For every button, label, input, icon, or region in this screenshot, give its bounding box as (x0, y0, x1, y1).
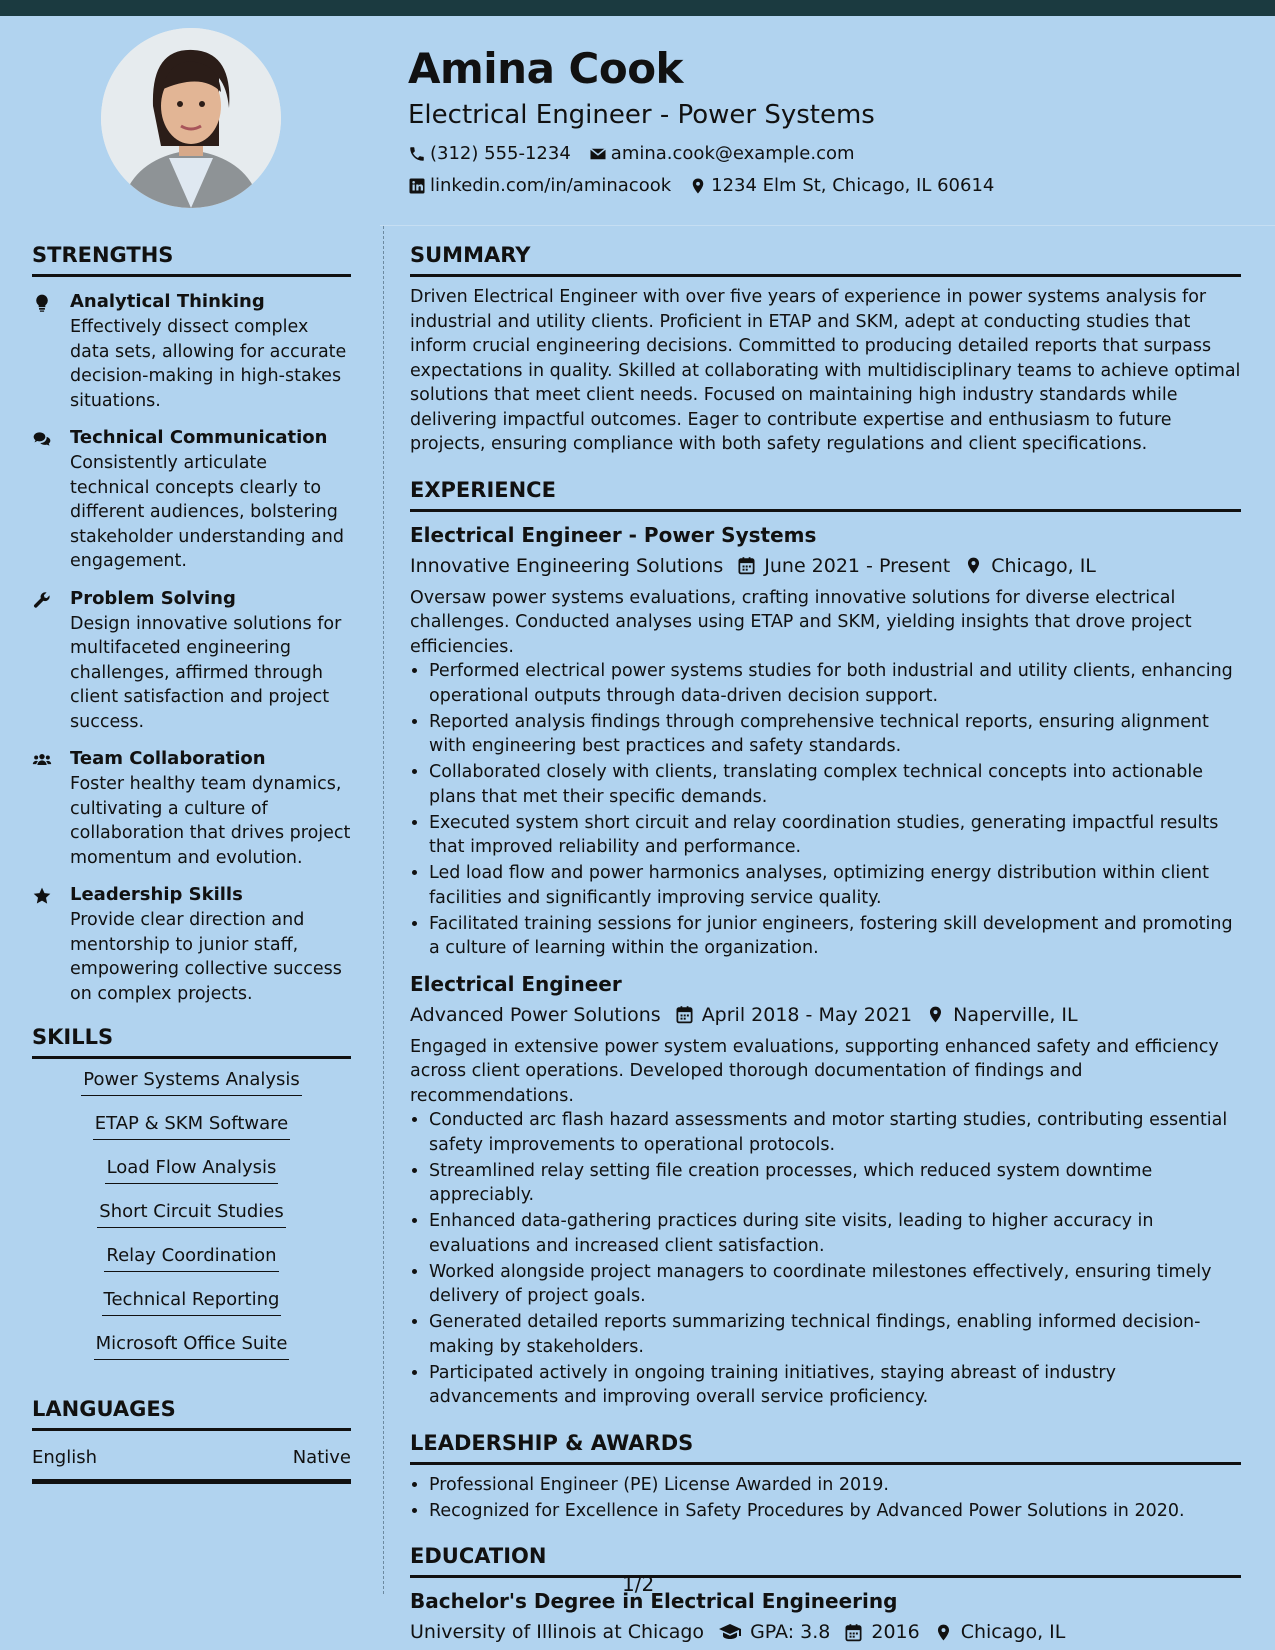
skills-heading: SKILLS (32, 1020, 351, 1059)
languages-heading: LANGUAGES (32, 1392, 351, 1431)
strength-desc: Effectively dissect complex data sets, allowing for accurate decision-making in high-stakes situations. (70, 317, 347, 411)
skill-item: Relay Coordination (104, 1243, 278, 1272)
awards-list (410, 1473, 1241, 1524)
strength-title: Problem Solving (70, 587, 236, 609)
languages-section (32, 1392, 351, 1484)
strength-desc: Foster healthy team dynamics, cultivating a culture of collaboration that drives project momentum and evolution. (70, 774, 351, 868)
strength-desc: Consistently articulate technical concepts clearly to different audiences, bolstering stakeholder understanding and engagement. (70, 453, 344, 571)
strengths-heading: STRENGTHS (32, 238, 351, 277)
experience-section (410, 473, 1241, 1410)
wrench-icon (32, 590, 52, 610)
education-year: 2016 (871, 1621, 920, 1643)
skill-item: Power Systems Analysis (81, 1067, 302, 1096)
skill-item: ETAP & SKM Software (93, 1111, 290, 1140)
job-bullet: • Generated detailed reports summarizing technical findings, enabling informed decision-making by stakeholders. (429, 1310, 1241, 1359)
linkedin-contact[interactable] (408, 170, 671, 202)
resume-header (408, 40, 1258, 202)
job-title: Electrical Engineer (410, 971, 622, 996)
lightbulb-icon (32, 293, 52, 313)
summary-heading: SUMMARY (410, 238, 1241, 277)
job-bullets (410, 1108, 1241, 1410)
job-entry (410, 969, 1241, 1410)
job-bullet: • Participated actively in ongoing training initiatives, staying abreast of industry advancements and improving overall service proficiency. (429, 1361, 1241, 1410)
job-bullet: • Reported analysis findings through comprehensive technical reports, ensuring alignment with engineering best practices and safety standards. (429, 710, 1241, 759)
job-location: Chicago, IL (991, 554, 1096, 577)
job-location: Naperville, IL (953, 1003, 1078, 1026)
strength-title: Leadership Skills (70, 884, 243, 905)
skill-item: Load Flow Analysis (105, 1155, 279, 1184)
map-pin-icon (926, 1005, 945, 1024)
company-name: Advanced Power Solutions (410, 1003, 661, 1026)
email-text: amina.cook@example.com (610, 143, 855, 164)
skills-section (32, 1020, 351, 1360)
skill-item: Microsoft Office Suite (94, 1331, 290, 1360)
education-section (410, 1539, 1241, 1648)
phone-icon (408, 145, 426, 163)
skill-item: Short Circuit Studies (97, 1199, 285, 1228)
strength-item (32, 746, 351, 870)
degree-title: Bachelor's Degree in Electrical Engineering (410, 1589, 898, 1613)
school-name: University of Illinois at Chicago (410, 1621, 705, 1643)
summary-section (410, 238, 1241, 457)
strength-item (32, 586, 351, 735)
strength-title: Team Collaboration (70, 748, 266, 769)
map-pin-icon (689, 177, 707, 195)
page-number: 1/2 (622, 1572, 655, 1596)
profile-photo (101, 28, 281, 208)
contact-row-2 (408, 170, 1258, 202)
job-bullet: • Led load flow and power harmonics analyses, optimizing energy distribution within client facilities and significantly improving service quality. (429, 861, 1241, 910)
job-description: Engaged in extensive power system evaluations, supporting enhanced safety and efficiency across client operations. Developed thorough documentation of findings and recommendations. (410, 1036, 1219, 1106)
column-divider (383, 226, 384, 1594)
job-bullet: • Performed electrical power systems studies for both industrial and utility clients, enhancing operational outputs through data-driven decision support. (429, 659, 1241, 708)
calendar-icon (737, 556, 756, 575)
education-heading: EDUCATION (410, 1539, 1241, 1578)
job-dates: April 2018 - May 2021 (701, 1003, 913, 1026)
job-dates: June 2021 - Present (764, 554, 951, 577)
job-bullet: • Streamlined relay setting file creation processes, which reduced system downtime appreciably. (429, 1159, 1241, 1208)
candidate-title: Electrical Engineer - Power Systems (408, 100, 875, 130)
strength-item (32, 425, 351, 574)
star-icon (32, 886, 52, 906)
education-gpa: GPA: 3.8 (750, 1621, 831, 1643)
job-meta (410, 999, 1241, 1031)
candidate-name: Amina Cook (408, 44, 683, 93)
award-item: • Professional Engineer (PE) License Awarded in 2019. (429, 1473, 1241, 1498)
job-bullet: • Conducted arc flash hazard assessments and motor starting studies, contributing essential safety improvements to operational protocols. (429, 1108, 1241, 1157)
right-column (410, 238, 1241, 1648)
job-meta (410, 550, 1241, 582)
comments-icon (32, 429, 52, 449)
address-text: 1234 Elm St, Chicago, IL 60614 (711, 175, 995, 196)
map-pin-icon (934, 1623, 953, 1642)
strength-title: Technical Communication (70, 427, 328, 448)
education-meta (410, 1616, 1241, 1648)
job-bullet: • Collaborated closely with clients, translating complex technical concepts into actionable plans that met their specific demands. (429, 760, 1241, 809)
phone-text: (312) 555-1234 (430, 143, 571, 164)
award-item: • Recognized for Excellence in Safety Procedures by Advanced Power Solutions in 2020. (429, 1499, 1241, 1524)
job-bullet: • Facilitated training sessions for junior engineers, fostering skill development and promoting a culture of learning within the organization. (429, 912, 1241, 961)
strength-title: Analytical Thinking (70, 291, 265, 312)
top-color-bar (0, 0, 1275, 16)
job-bullet: • Executed system short circuit and relay coordination studies, generating impactful results that improved reliability and performance. (429, 811, 1241, 860)
email-contact[interactable] (589, 138, 855, 170)
calendar-icon (844, 1623, 863, 1642)
header-divider (380, 225, 1275, 226)
phone-contact[interactable] (408, 138, 571, 170)
strengths-section (32, 238, 351, 1006)
language-name: English (32, 1447, 97, 1468)
job-bullets (410, 659, 1241, 961)
envelope-icon (589, 145, 607, 163)
awards-section (410, 1426, 1241, 1524)
map-pin-icon (964, 556, 983, 575)
skill-item: Technical Reporting (102, 1287, 282, 1316)
contact-row-1 (408, 138, 1258, 170)
left-column (32, 238, 351, 1484)
linkedin-icon (408, 177, 426, 195)
strength-desc: Provide clear direction and mentorship to junior staff, empowering collective success on complex projects. (70, 910, 342, 1004)
job-entry (410, 520, 1241, 961)
education-location: Chicago, IL (960, 1621, 1066, 1643)
job-description: Oversaw power systems evaluations, crafting innovative solutions for diverse electrical challenges. Conducted analyses using ETAP and SKM, yielding insights that drove project efficiencies. (410, 587, 1192, 657)
language-level: Native (292, 1447, 351, 1468)
strength-item (32, 289, 351, 413)
awards-heading: LEADERSHIP & AWARDS (410, 1426, 1241, 1465)
language-row (32, 1431, 351, 1484)
strength-desc: Design innovative solutions for multifaceted engineering challenges, affirmed through client satisfaction and project success. (70, 613, 342, 732)
summary-text: Driven Electrical Engineer with over five years of experience in power systems analysis for industrial and utility clients. Proficient in ETAP and SKM, adept at conducting studies that inform crucial engineering decisions. Committed to producing detailed reports that surpass expectations in quality. Skilled at collaborating with multidisciplinary teams to achieve optimal solutions that meet client needs. Focused on maintaining high industry standards while delivering impactful outcomes. Eager to contribute expertise and enthusiasm to future projects, ensuring compliance with both safety regulations and client specifications. (410, 287, 1241, 454)
linkedin-text: linkedin.com/in/aminacook (430, 175, 672, 196)
job-title: Electrical Engineer - Power Systems (410, 522, 817, 547)
job-bullet: • Worked alongside project managers to coordinate milestones effectively, ensuring timely delivery of project goals. (429, 1260, 1241, 1309)
users-icon (32, 750, 52, 770)
skills-list (32, 1059, 351, 1360)
address-contact (689, 170, 994, 202)
strength-item (32, 882, 351, 1006)
calendar-icon (675, 1005, 694, 1024)
company-name: Innovative Engineering Solutions (410, 554, 724, 577)
job-bullet: • Enhanced data-gathering practices during site visits, leading to higher accuracy in evaluations and increased client satisfaction. (429, 1209, 1241, 1258)
experience-heading: EXPERIENCE (410, 473, 1241, 512)
graduation-cap-icon (718, 1620, 742, 1644)
